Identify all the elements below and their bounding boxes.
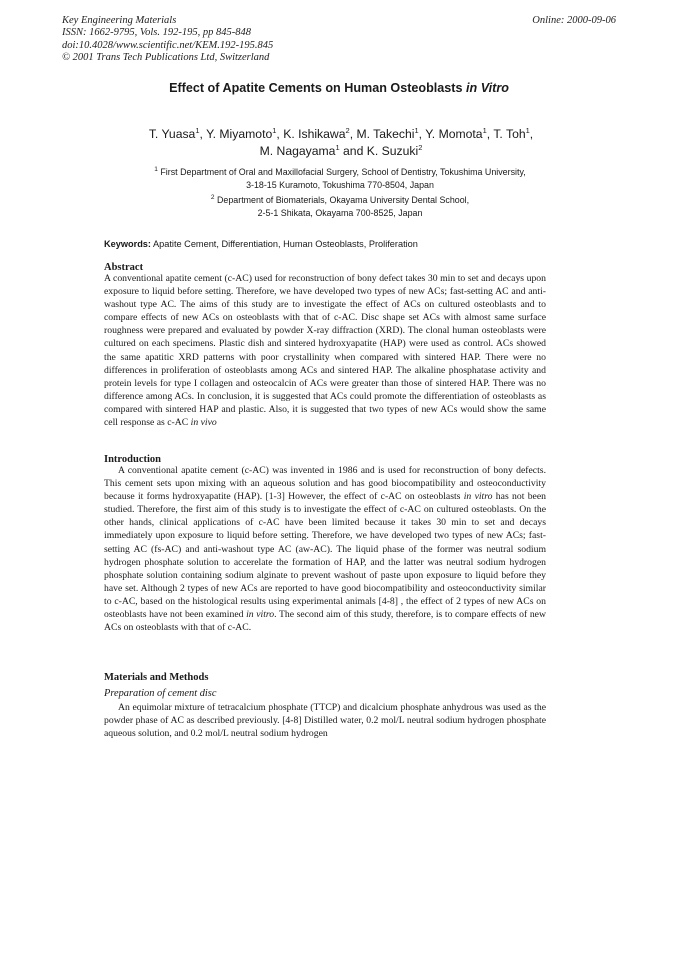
affiliation-1 (90, 166, 590, 192)
methods-text: Distilled water, 0.2 mol/L neutral sodium hydrogen phosphate aqueous solution, and 0.2 mol/L neutral sodium hydrogen (104, 715, 546, 740)
abstract-heading: Abstract (104, 262, 144, 273)
author-separator: , (529, 127, 534, 141)
affiliation-address: 2-5-1 Shikata, Okayama 700-8525, Japan (257, 207, 423, 218)
online-date: Online: 2000-09-06 (532, 15, 616, 26)
author-affiliation-mark: 1 (272, 126, 277, 135)
author-name: T. Toh (493, 127, 526, 141)
citation: [4-8] (378, 595, 398, 607)
affiliation-mark: 1 (154, 166, 158, 173)
author-line-1 (96, 126, 586, 143)
author-separator: , (349, 127, 357, 141)
intro-text: , the effect of 2 types of new ACs on osteoblasts have not been examined (104, 595, 546, 621)
keywords-text: Apatite Cement, Differentiation, Human Osteoblasts, Proliferation (150, 239, 418, 249)
introduction-heading: Introduction (104, 454, 161, 465)
author-affiliation-mark: 2 (418, 143, 423, 152)
author-separator: , (418, 127, 426, 141)
issn-line: ISSN: 1662-9795, Vols. 192-195, pp 845-848 (62, 27, 251, 39)
author-affiliation-mark: 1 (335, 143, 340, 152)
author-separator: , (199, 127, 207, 141)
copyright-line: © 2001 Trans Tech Publications Ltd, Switzerland (62, 52, 270, 64)
author-separator: , (276, 127, 284, 141)
keywords-label: Keywords: (104, 239, 151, 249)
author-affiliation-mark: 1 (195, 126, 200, 135)
author-name: Y. Miyamoto (206, 127, 273, 141)
paper-title (0, 81, 678, 95)
author-list (96, 126, 586, 160)
author-separator: and (339, 144, 367, 158)
citation: [1-3] (265, 491, 285, 503)
author-name: Y. Momota (425, 127, 483, 141)
abstract-body (104, 272, 546, 429)
author-name: T. Yuasa (148, 127, 196, 141)
affiliation-department: First Department of Oral and Maxillofacial Surgery, School of Dentistry, Tokushima University, (160, 167, 526, 177)
intro-text: . The second aim of this study, therefore, is to compare effects of new ACs on osteoblasts with that of c-AC. (104, 609, 546, 634)
abstract-text: A conventional apatite cement (c-AC) used for reconstruction of bony defect takes 30 min to set and decays upon exposure to liquid before setting. Therefore, we have developed two types of new ACs; fast-setting AC and anti-washout type AC. The aims of this study are to investigate the effect of ACs on cultured osteoblasts and to compare effects of new ACs on osteoblasts with that of c-AC. Disc shape set ACs with almost same surface roughness were prepared and evaluated by powder X-ray diffraction (XRD). The clonal human osteoblasts were cultured on each specimens. Plastic dish and sintered hydroxyapatite (HAP) were used as control. ACs showed the same apatitic XRD patterns with poor crystallinity when compared with sintered HAP. There were no differences in proliferation of osteoblasts among ACs and sintered HAP. The alkaline phosphatase activity and protein levels for type I collagen and osteocalcin of ACs were greater than those of sintered HAP. There was no difference among ACs. In conclusion, it is suggested that ACs could promote the differentiation of osteoblasts as compared with sintered HAP and plastic. Also, it is suggested that two types of new ACs would show the same cell response as c-AC (104, 273, 546, 429)
doi-line: doi:10.4028/www.scientific.net/KEM.192-195.845 (62, 39, 274, 51)
author-affiliation-mark: 1 (525, 126, 530, 135)
author-affiliation-mark: 1 (414, 126, 419, 135)
methods-text: An equimolar mixture of tetracalcium phosphate (TTCP) and dicalcium phosphate anhydrous was used as the powder phase of AC as described previously. (104, 702, 546, 727)
introduction-body (104, 464, 546, 634)
author-separator: , (486, 127, 494, 141)
title-italic: in Vitro (466, 81, 509, 95)
methods-subheading: Preparation of cement disc (104, 688, 217, 699)
citation: [4-8] (282, 715, 302, 727)
title-main: Effect of Apatite Cements on Human Osteoblasts (169, 81, 466, 95)
author-affiliation-mark: 2 (345, 126, 350, 135)
affiliation-2 (90, 194, 590, 220)
author-name: M. Takechi (356, 127, 415, 141)
author-line-2 (96, 143, 586, 160)
intro-italic: in vitro (463, 491, 493, 503)
methods-heading: Materials and Methods (104, 672, 209, 683)
affiliation-mark: 2 (210, 194, 215, 201)
intro-italic: in vitro (246, 609, 275, 621)
author-affiliation-mark: 1 (482, 126, 487, 135)
affiliation-address: 3-18-15 Kuramoto, Tokushima 770-8504, Japan (246, 179, 434, 190)
author-name: K. Suzuki (366, 144, 419, 158)
author-name: K. Ishikawa (283, 127, 346, 141)
author-name: M. Nagayama (259, 144, 336, 158)
journal-metadata (62, 15, 622, 65)
keywords (104, 239, 584, 249)
intro-text: A conventional apatite cement (c-AC) was invented in 1986 and is used for reconstruction of bony defects. This cement sets upon mixing with an aqueous solution and has good biocompatibility and osteoconductivity because it forms hydroxyapatite (HAP). (104, 465, 546, 503)
abstract-italic: in vivo (190, 417, 217, 429)
intro-text: has not been studied. Therefore, the first aim of this study is to investigate the effect of c-AC on cultured osteoblasts. On the other hands, clinical applications of c-AC have been limited because it takes 30 min to set and decays immediately upon exposure to liquid before setting. Therefore, we have developed two types of new ACs; fast-setting AC (fs-AC) and anti-washout type AC (aw-AC). The liquid phase of the former was neutral sodium hydrogen phosphate solution to accerelate the formation of HAP, and the latter was neutral sodium hydrogen phosphate solution containing sodium alginate to prevent washout of paste upon exposure to liquid before they have set. Although 2 types of new ACs are reported to have good biocompatibility and osteoconductivity similar to c-AC, based on the histological results using experimental animals (104, 491, 546, 607)
intro-text: However, the effect of c-AC on osteoblasts (284, 491, 464, 503)
journal-name: Key Engineering Materials (62, 15, 177, 26)
affiliation-department: Department of Biomaterials, Okayama University Dental School, (217, 195, 470, 205)
methods-body (104, 701, 546, 740)
